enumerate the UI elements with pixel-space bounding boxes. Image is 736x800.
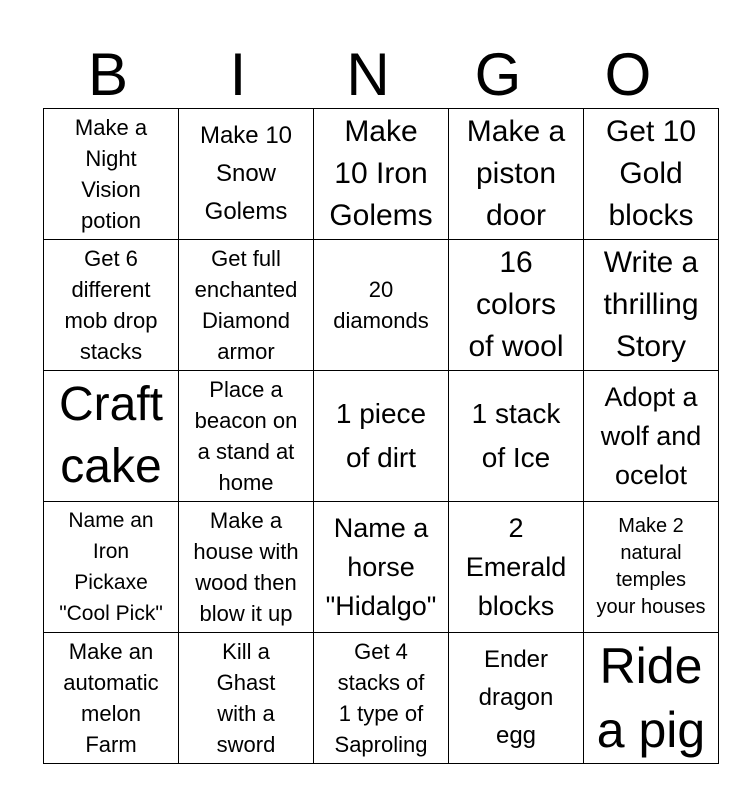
bingo-cell-r5-c1[interactable] [44, 633, 179, 764]
bingo-cell-r5-c2[interactable] [179, 633, 314, 764]
cell-text: Get full enchanted Diamond armor [194, 246, 298, 364]
cell-text: 20 diamonds [333, 277, 429, 333]
bingo-cell-r4-c1[interactable] [44, 502, 179, 633]
bingo-cell-r4-c5[interactable] [584, 502, 719, 633]
bingo-cell-r4-c4[interactable] [449, 502, 584, 633]
bingo-row-4 [44, 502, 719, 633]
cell-text: Make an automatic melon Farm [63, 639, 159, 757]
bingo-cell-r2-c2[interactable] [179, 240, 314, 371]
cell-text: 1 stack of Ice [471, 398, 561, 473]
cell-text: Craft cake [58, 378, 163, 493]
bingo-cell-r1-c5[interactable] [584, 109, 719, 240]
cell-text: Make 2 natural temples your houses [596, 515, 706, 618]
bingo-cell-r3-c4[interactable] [449, 371, 584, 502]
bingo-cell-r1-c2[interactable] [179, 109, 314, 240]
cell-text: Get 4 stacks of 1 type of Saproling [334, 639, 428, 757]
bingo-cell-r2-c1[interactable] [44, 240, 179, 371]
cell-text: Make a house with wood then blow it up [193, 508, 299, 626]
cell-text: Name an Iron Pickaxe "Cool Pick" [59, 509, 163, 625]
cell-text: Get 6 different mob drop stacks [64, 246, 158, 364]
bingo-cell-r4-c3[interactable] [314, 502, 449, 633]
header-letter-o: O [604, 41, 652, 108]
cell-text: 2 Emerald blocks [465, 512, 567, 621]
bingo-cell-r2-c3[interactable] [314, 240, 449, 371]
cell-text: Get 10 Gold blocks [605, 115, 697, 232]
bingo-row-3 [44, 371, 719, 502]
bingo-cell-r1-c4[interactable] [449, 109, 584, 240]
bingo-cell-r3-c2[interactable] [179, 371, 314, 502]
bingo-cell-r5-c4[interactable] [449, 633, 584, 764]
cell-text: Make 10 Iron Golems [329, 115, 433, 232]
cell-text: Place a beacon on a stand at home [194, 377, 298, 495]
cell-text: 1 piece of dirt [335, 398, 427, 473]
header-letter-i: I [229, 41, 247, 108]
cell-text: 16 colors of wool [468, 246, 564, 363]
bingo-row-2 [44, 240, 719, 371]
bingo-cell-r1-c1[interactable] [44, 109, 179, 240]
bingo-row-1 [44, 109, 719, 240]
bingo-cell-r3-c1[interactable] [44, 371, 179, 502]
cell-text: Ride a pig [596, 638, 706, 758]
bingo-header [43, 42, 693, 108]
bingo-cell-r3-c5[interactable] [584, 371, 719, 502]
cell-text: Name a horse "Hidalgo" [325, 512, 437, 621]
bingo-cell-r5-c5[interactable] [584, 633, 719, 764]
cell-text: Make a Night Vision potion [74, 115, 148, 233]
bingo-cell-r2-c4[interactable] [449, 240, 584, 371]
cell-text: Kill a Ghast with a sword [216, 639, 276, 757]
bingo-row-5 [44, 633, 719, 764]
cell-text: Ender dragon egg [478, 646, 554, 749]
bingo-card [43, 108, 719, 764]
cell-text: Adopt a wolf and ocelot [600, 381, 702, 490]
bingo-cell-r3-c3[interactable] [314, 371, 449, 502]
cell-text: Make 10 Snow Golems [199, 122, 293, 225]
bingo-cell-r4-c2[interactable] [179, 502, 314, 633]
bingo-cell-r1-c3[interactable] [314, 109, 449, 240]
cell-text: Make a piston door [466, 115, 566, 232]
header-letter-b: B [87, 41, 129, 108]
bingo-cell-r5-c3[interactable] [314, 633, 449, 764]
bingo-cell-r2-c5[interactable] [584, 240, 719, 371]
cell-text: Write a thrilling Story [603, 246, 699, 363]
header-letter-n: N [346, 41, 390, 108]
header-letter-g: G [474, 41, 522, 108]
